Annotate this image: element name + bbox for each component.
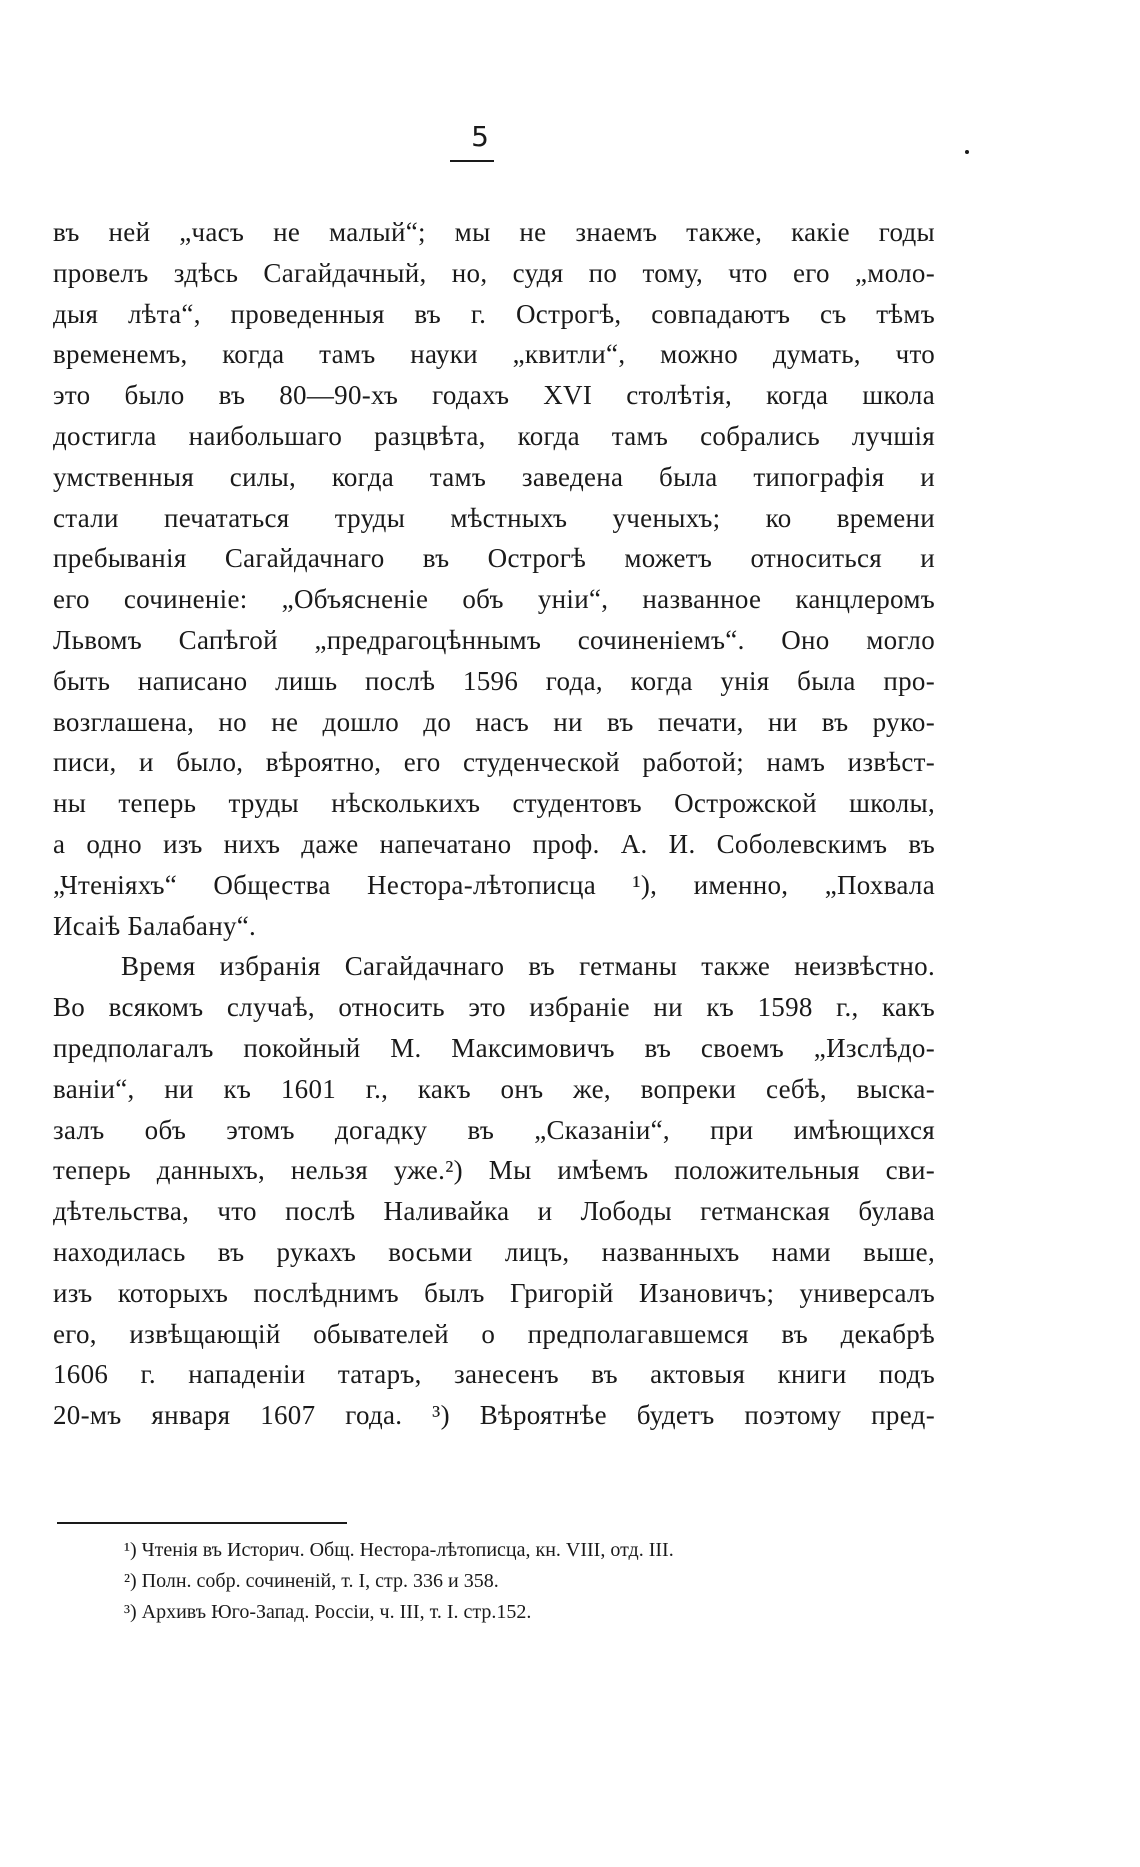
text-line: писи, и было, вѣроятно, его студенческой работой; намъ извѣст- (53, 747, 935, 778)
stray-mark (965, 150, 969, 154)
text-line: предполагалъ покойный М. Максимовичъ въ своемъ „Изслѣдо- (53, 1032, 935, 1063)
text-line: 1606 г. нападеніи татаръ, занесенъ въ актовыя книги подъ (53, 1359, 935, 1390)
text-line: Исаіѣ Балабану“. (53, 910, 257, 941)
text-line: Львомъ Сапѣгой „предрагоцѣннымъ сочиненіемъ“. Оно могло (53, 624, 935, 655)
footnotes (124, 1535, 884, 1628)
text-line: въ ней „часъ не малый“; мы не знаемъ также, какіе годы (53, 217, 935, 247)
text-line: провелъ здѣсь Сагайдачный, но, судя по тому, что его „моло- (53, 257, 935, 288)
body-text (53, 212, 935, 1436)
text-line: 20-мъ января 1607 года. ³) Вѣроятнѣе будетъ поэтому пред- (53, 1400, 935, 1431)
text-line: это было въ 80—90-хъ годахъ XVI столѣтія, когда школа (53, 380, 935, 411)
text-line: его, извѣщающій обывателей о предполагавшемся въ декабрѣ (53, 1318, 935, 1349)
page-number: 5 (471, 120, 489, 153)
text-line: находилась въ рукахъ восьми лицъ, названныхъ нами выше, (53, 1236, 935, 1267)
footnote-rule (57, 1522, 347, 1524)
text-line: Время избранія Сагайдачнаго въ гетманы также неизвѣстно. (121, 951, 935, 982)
text-line: теперь данныхъ, нельзя уже.²) Мы имѣемъ положительныя сви- (53, 1155, 935, 1186)
text-line: ваніи“, ни къ 1601 г., какъ онъ же, вопреки себѣ, выска- (53, 1073, 935, 1104)
paragraph-2 (53, 946, 935, 1436)
footnote-2: ²) Полн. собр. сочиненій, т. I, стр. 336 и 358. (124, 1570, 499, 1592)
text-line: временемъ, когда тамъ науки „квитли“, можно думать, что (53, 339, 935, 370)
text-line: залъ объ этомъ догадку въ „Сказаніи“, при имѣющихся (53, 1114, 935, 1145)
text-line: пребыванія Сагайдачнаго въ Острогѣ можетъ относиться и (53, 543, 935, 574)
text-line: дѣтельства, что послѣ Наливайка и Лободы гетманская булава (53, 1196, 935, 1227)
footnote-1: ¹) Чтенія въ Историч. Общ. Нестора-лѣтописца, кн. VIII, отд. III. (124, 1539, 674, 1561)
text-line: „Чтеніяхъ“ Общества Нестора-лѣтописца ¹), именно, „Похвала (53, 869, 935, 900)
text-line: быть написано лишь послѣ 1596 года, когда унія была про- (53, 665, 935, 696)
footnote-3: ³) Архивъ Юго-Запад. Россіи, ч. III, т. I. стр.152. (124, 1601, 532, 1623)
text-line: изъ которыхъ послѣднимъ былъ Григорій Изановичъ; универсалъ (53, 1277, 935, 1308)
text-line: умственныя силы, когда тамъ заведена была типографія и (53, 461, 935, 492)
text-line: его сочиненіе: „Объясненіе объ уніи“, названное канцлеромъ (53, 584, 935, 615)
page-number-rule (450, 160, 494, 162)
text-line: достигла наибольшаго разцвѣта, когда тамъ собрались лучшія (53, 420, 935, 451)
text-line: ны теперь труды нѣсколькихъ студентовъ Острожской школы, (53, 788, 935, 819)
text-line: а одно изъ нихъ даже напечатано проф. А. И. Соболевскимъ въ (53, 828, 935, 859)
text-line: возглашена, но не дошло до насъ ни въ печати, ни въ руко- (53, 706, 935, 737)
text-line: стали печататься труды мѣстныхъ ученыхъ; ко времени (53, 502, 935, 533)
text-line: Во всякомъ случаѣ, относить это избраніе ни къ 1598 г., какъ (53, 992, 935, 1023)
paragraph-1 (53, 212, 935, 946)
text-line: дыя лѣта“, проведенныя въ г. Острогѣ, совпадаютъ съ тѣмъ (53, 298, 935, 329)
